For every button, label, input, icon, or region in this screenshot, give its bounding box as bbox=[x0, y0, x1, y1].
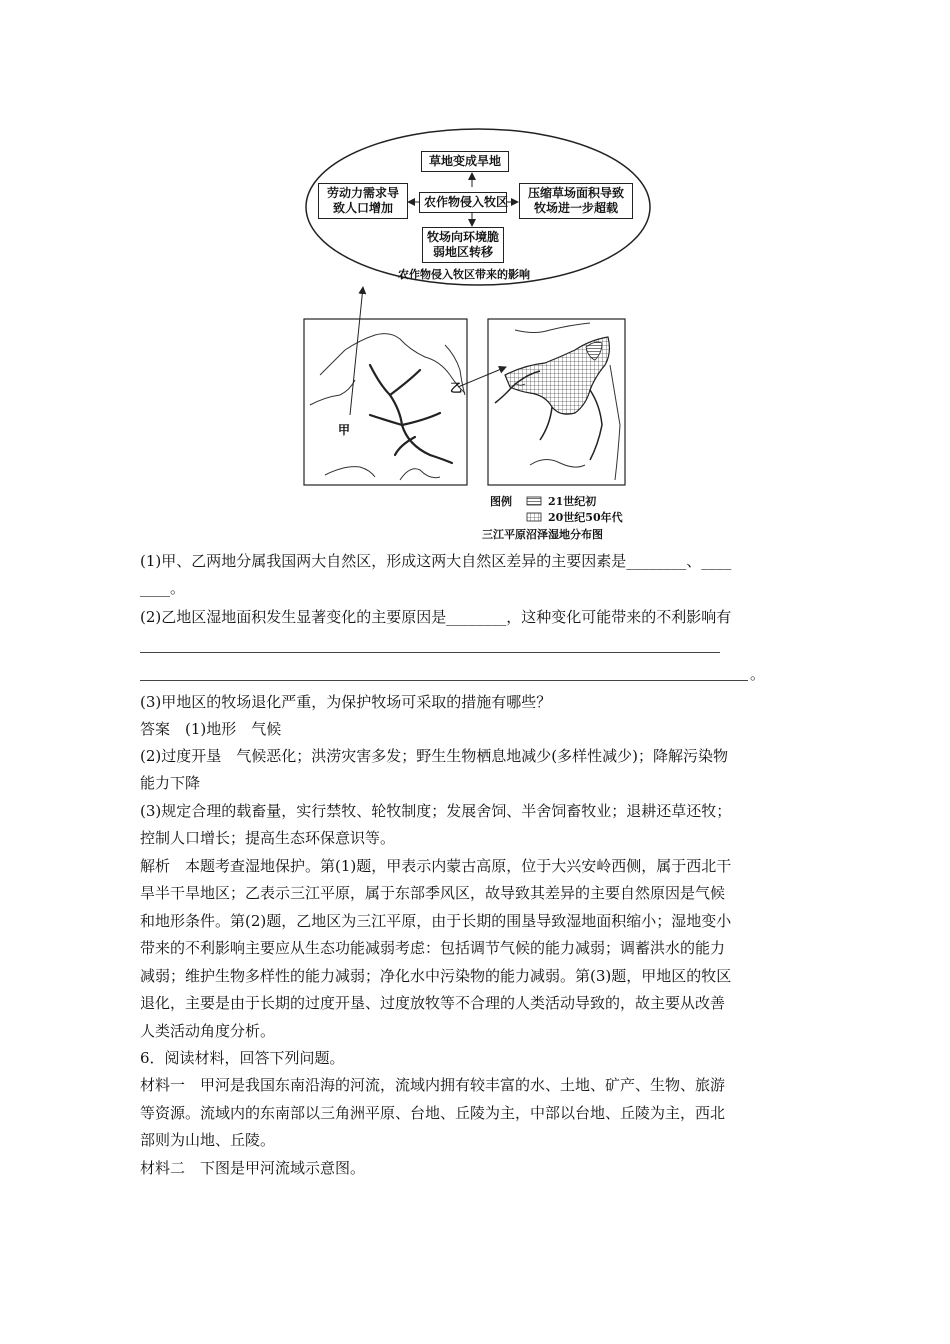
material-2: 材料二 下图是甲河流域示意图。 bbox=[140, 1159, 366, 1177]
flow-right-line2: 牧场进一步超载 bbox=[533, 201, 618, 215]
analysis-line-1: 解析 本题考查湿地保护。第(1)题，甲表示内蒙古高原，位于大兴安岭西侧，属于西北干 bbox=[140, 857, 732, 875]
label-yi: 乙 bbox=[450, 381, 463, 395]
answer-2-line-2: 能力下降 bbox=[140, 774, 201, 792]
analysis-line-2: 旱半干旱地区；乙表示三江平原，属于东部季风区，故导致其差异的主要自然原因是气候 bbox=[140, 884, 726, 902]
question-6-title: 6．阅读材料，回答下列问题。 bbox=[140, 1049, 345, 1067]
flow-top-box bbox=[421, 151, 509, 172]
answer-2-line-1: (2)过度开垦 气候恶化；洪涝灾害多发；野生生物栖息地减少(多样性减少)；降解污染物 bbox=[140, 747, 728, 765]
analysis-line-3: 和地形条件。第(2)题，乙地区为三江平原，由于长期的围垦导致湿地面积缩小；湿地变小 bbox=[140, 912, 732, 930]
figure bbox=[290, 125, 660, 545]
analysis-line-5: 减弱；维护生物多样性的能力减弱；净化水中污染物的能力减弱。第(3)题，甲地区的牧区 bbox=[140, 967, 732, 985]
map-caption: 三江平原沼泽湿地分布图 bbox=[482, 528, 603, 541]
material-1-line-2: 等资源。流域内的东南部以三角洲平原、台地、丘陵为主，中部以台地、丘陵为主，西北 bbox=[140, 1104, 726, 1122]
legend-swatch-21c bbox=[527, 497, 541, 505]
material-1-line-1: 材料一 甲河是我国东南沿海的河流，流域内拥有较丰富的水、土地、矿产、生物、旅游 bbox=[140, 1076, 726, 1094]
legend-title: 图例 bbox=[490, 495, 512, 508]
flow-center-text: 农作物侵入牧区 bbox=[424, 195, 509, 209]
flow-left-line2: 致人口增加 bbox=[332, 201, 393, 215]
answer-3-line-1: (3)规定合理的载畜量，实行禁牧、轮牧制度；发展舍饲、半舍饲畜牧业；退耕还草还牧； bbox=[140, 802, 732, 820]
analysis-line-7: 人类活动角度分析。 bbox=[140, 1022, 276, 1040]
answer-blank-line-1 bbox=[140, 652, 720, 653]
flow-left-line1: 劳动力需求导 bbox=[326, 186, 399, 200]
answer-blank-line-2 bbox=[140, 680, 748, 681]
flow-caption: 农作物侵入牧区带来的影响 bbox=[398, 268, 530, 281]
answer-1: 答案 (1)地形 气候 bbox=[140, 720, 282, 738]
material-1-line-3: 部则为山地、丘陵。 bbox=[140, 1131, 276, 1149]
question-1-line-b: ____。 bbox=[140, 579, 186, 597]
analysis-line-4: 带来的不利影响主要应从生态功能减弱考虑：包括调节气候的能力减弱；调蓄洪水的能力 bbox=[140, 939, 726, 957]
flow-center-box bbox=[419, 192, 507, 213]
flow-right-line1: 压缩草场面积导致 bbox=[527, 186, 624, 200]
flow-bottom-box bbox=[422, 227, 504, 263]
label-jia: 甲 bbox=[338, 423, 351, 437]
legend-swatch-1950s bbox=[527, 513, 541, 521]
question-3: (3)甲地区的牧场退化严重，为保护牧场可采取的措施有哪些？ bbox=[140, 693, 552, 711]
legend-item-21c: 21世纪初 bbox=[548, 495, 597, 508]
flow-bottom-line1: 牧场向环境脆 bbox=[427, 230, 500, 244]
flow-top-text: 草地变成旱地 bbox=[428, 154, 501, 168]
flow-bottom-line2: 弱地区转移 bbox=[432, 245, 493, 259]
flow-right-box bbox=[519, 183, 633, 219]
question-1-line-a: (1)甲、乙两地分属我国两大自然区，形成这两大自然区差异的主要因素是________、____ bbox=[140, 552, 732, 570]
answer-3-line-2: 控制人口增长；提高生态环保意识等。 bbox=[140, 829, 396, 847]
analysis-line-6: 退化，主要是由于长期的过度开垦、过度放牧等不合理的人类活动导致的，故主要从改善 bbox=[140, 994, 726, 1012]
flow-left-box bbox=[318, 183, 408, 219]
question-2-line-a: (2)乙地区湿地面积发生显著变化的主要原因是________，这种变化可能带来的不利影响有 bbox=[140, 608, 732, 626]
legend-item-1950s: 20世纪50年代 bbox=[548, 511, 623, 524]
question-2-end: 。 bbox=[750, 665, 766, 683]
